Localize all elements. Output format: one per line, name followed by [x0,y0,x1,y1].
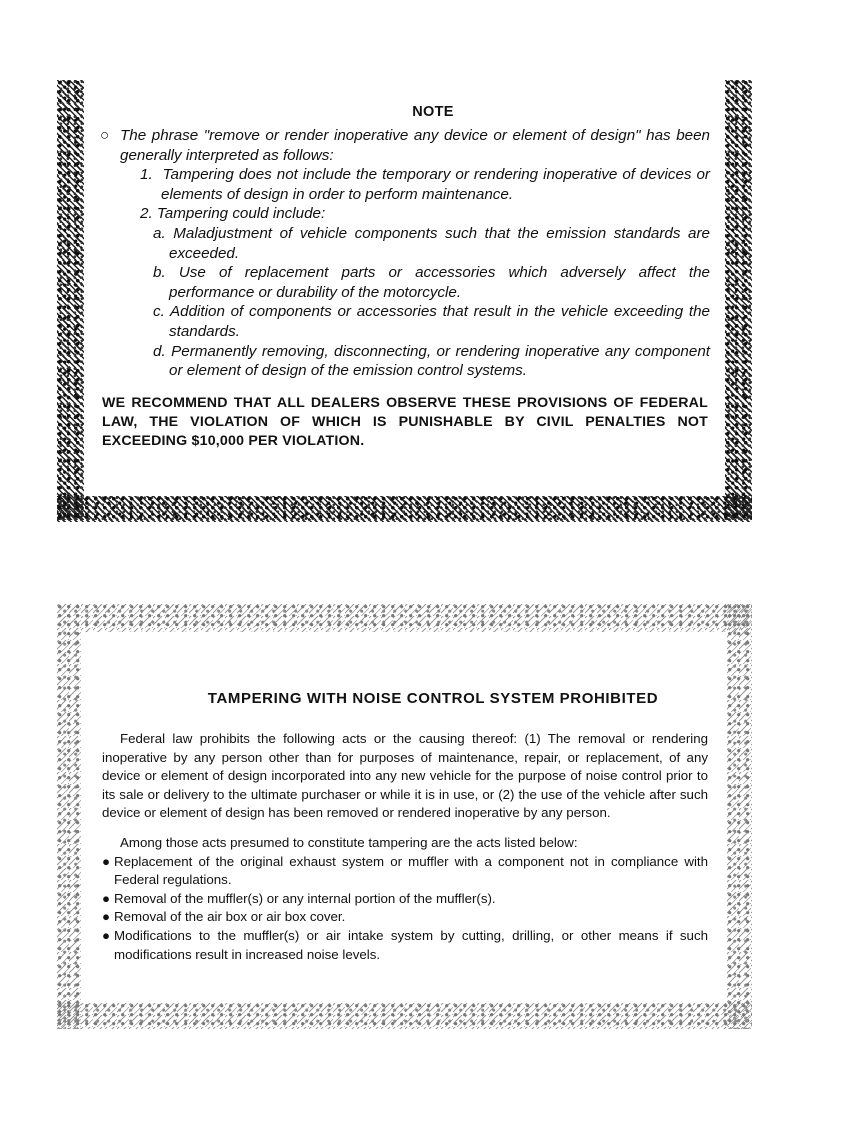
note-border-bottom [57,496,752,522]
note-sub-text: Addition of components or accessories that result in the vehicle exceeding the standards. [169,303,710,340]
note-item-1 [120,165,710,204]
note-border-left [57,80,84,520]
note-intro-text: The phrase "remove or render inoperative any device or element of design" has been generally interpreted as follows: [120,127,710,164]
noise-paragraph [102,730,708,823]
dealer-recommendation: WE RECOMMEND THAT ALL DEALERS OBSERVE THESE PROVISIONS OF FEDERAL LAW, THE VIOLATION OF WHICH IS PUNISHABLE BY CIVIL PENALTIES NOT EXCEEDING $10,000 PER VIOLATION. [102,395,708,449]
list-item [102,853,708,890]
list-item [102,908,708,927]
note-sub-item [140,302,710,341]
tampering-list [102,834,708,964]
list-item-text: Modifications to the muffler(s) or air intake system by cutting, drilling, or other means if such modifications result in increased noise levels. [114,927,708,962]
noise-border-bottom [57,1003,752,1029]
bullet-dot-icon: ● [102,890,111,906]
note-intro [100,126,710,165]
tampering-list-intro: Among those acts presumed to constitute tampering are the acts listed below: [120,835,578,850]
bullet-dot-icon: ● [102,853,111,869]
note-item-2-text: Tampering could include: [156,205,326,223]
noise-title: TAMPERING WITH NOISE CONTROL SYSTEM PROHIBITED [207,690,659,707]
noise-border-top [57,604,752,632]
note-item-1-number: 1. [140,166,153,184]
noise-paragraph-text: Federal law prohibits the following acts or the causing thereof: (1) The removal or rendering inoperative by any person other than for purposes of maintenance, repair, or replacement, of any device or element of design incorporated into any new vehicle for the purpose of noise control prior to its sale or delivery to the ultimate purchaser or while it is in use, or (2) the use of the vehicle after such device or element of design has been removed or rendered inoperative by any person. [102,731,708,821]
note-sub-item [140,224,710,263]
noise-border-left [57,604,81,1029]
list-item [102,927,708,964]
bullet-dot-icon: ● [102,927,111,943]
bullet-dot-icon: ● [102,909,111,925]
note-sub-item [140,263,710,302]
note-body [100,126,710,381]
list-item [102,890,708,909]
note-sub-letter: c. [153,303,165,321]
note-title: NOTE [412,104,454,120]
note-item-1-text: Tampering does not include the temporary or rendering inoperative of devices or elements of design in order to perform maintenance. [161,166,710,203]
list-item-text: Removal of the air box or air box cover. [114,909,346,925]
note-item-2 [120,204,710,224]
note-sub-letter: b. [153,264,166,282]
note-sub-text: Use of replacement parts or accessories which adversely affect the performance or durability of the motorcycle. [169,264,710,301]
note-sub-text: Maladjustment of vehicle components such that the emission standards are exceeded. [169,224,710,262]
note-sub-item [140,342,710,381]
list-item-text: Removal of the muffler(s) or any internal portion of the muffler(s). [114,890,496,906]
note-sub-letter: d. [153,342,166,360]
note-sub-text: Permanently removing, disconnecting, or rendering inoperative any component or element of design of the emission control systems. [169,342,710,380]
note-border-right [725,80,752,520]
noise-border-right [727,604,752,1029]
note-item-2-number: 2. [140,205,153,223]
list-item-text: Replacement of the original exhaust system or muffler with a component not in compliance with Federal regulations. [114,853,708,888]
note-sub-letter: a. [153,224,166,242]
circle-bullet-icon: ○ [100,127,110,144]
